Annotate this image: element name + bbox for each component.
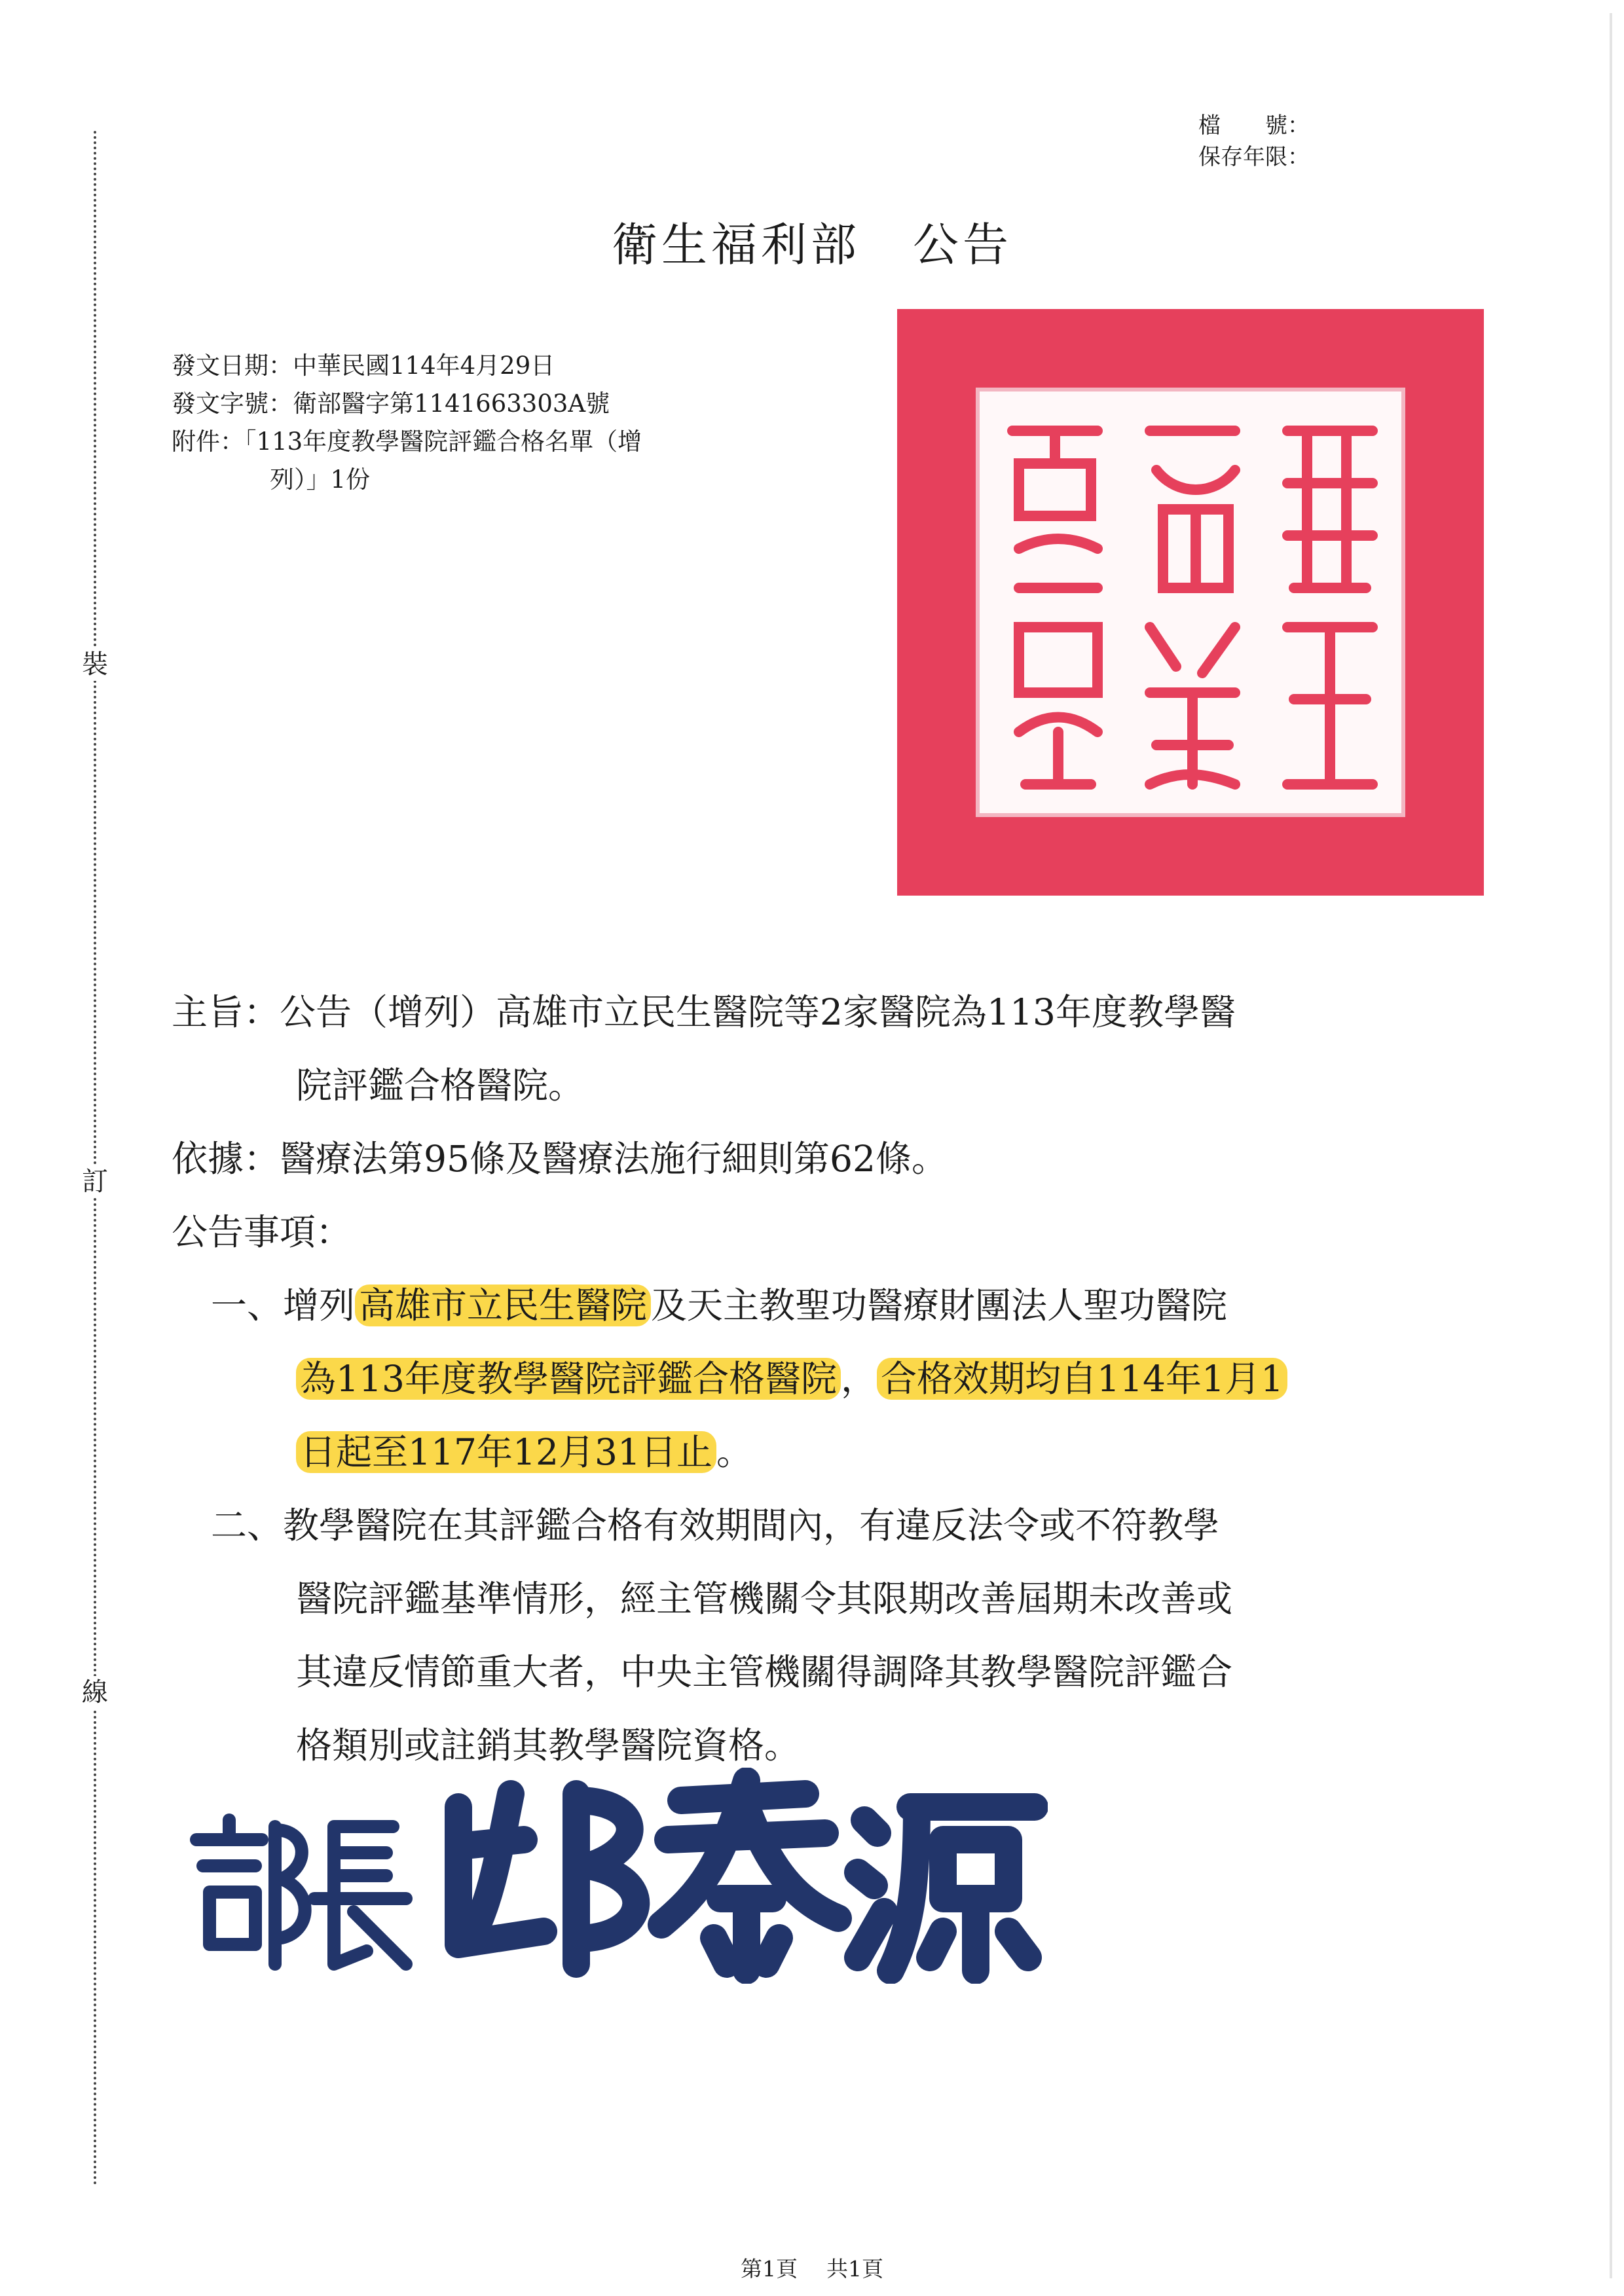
announcement-body — [172, 975, 1481, 1782]
highlight-validity-end: 日起至117年12月31日止 — [296, 1431, 716, 1473]
item-1-marker: 一、 — [211, 1285, 284, 1326]
item-1-line-2 — [172, 1342, 1481, 1415]
item-1-rest: 及天主教聖功醫療財團法人聖功醫院 — [651, 1285, 1228, 1326]
agency-name: 衛生福利部 — [612, 218, 860, 272]
item-1-comma: ， — [840, 1358, 877, 1400]
binding-char-bottom: 線 — [79, 1676, 111, 1709]
page-total: 共1頁 — [826, 2256, 883, 2282]
page-footer — [0, 2252, 1624, 2283]
signature-brush-glyphs — [183, 1768, 1048, 1984]
highlight-hospital-name: 高雄市立民生醫院 — [355, 1285, 651, 1326]
item-2-line-1 — [172, 1489, 1481, 1562]
document-number: 發文字號：衛部醫字第1141663303A號 — [172, 390, 610, 418]
item-1-lead: 增列 — [283, 1285, 356, 1326]
highlight-validity-start: 合格效期均自114年1月1 — [877, 1358, 1287, 1400]
seal-script-glyphs — [980, 392, 1401, 813]
items-heading: 公告事項： — [172, 1211, 352, 1253]
binding-line — [94, 131, 96, 2187]
attachment-line-continued: 列）」1份 — [270, 465, 371, 494]
seal-inner — [976, 388, 1405, 817]
file-meta — [1198, 110, 1310, 173]
document-meta — [172, 347, 642, 499]
item-2-text-1: 教學醫院在其評鑑合格有效期間內，有違反法令或不符教學 — [283, 1504, 1220, 1546]
attachment-line: 附件：「113年度教學醫院評鑑合格名單（增 — [172, 428, 642, 456]
binding-char-top: 裝 — [79, 648, 111, 681]
subject-line-1: 主旨：公告（增列）高雄市立民生醫院等2家醫院為113年度教學醫 — [172, 991, 1236, 1033]
doc-type: 公告 — [913, 218, 1012, 272]
file-number-label: 檔 號： — [1198, 113, 1310, 139]
subject-line-2: 院評鑑合格醫院。 — [296, 1065, 585, 1106]
issue-date: 發文日期：中華民國114年4月29日 — [172, 352, 555, 380]
binding-char-middle: 訂 — [79, 1165, 111, 1198]
item-2-marker: 二、 — [211, 1504, 284, 1546]
item-1-line-1 — [172, 1269, 1481, 1342]
item-1-line-3 — [172, 1415, 1481, 1489]
item-2-line-2: 醫院評鑑基準情形，經主管機關令其限期改善屆期未改善或 — [296, 1578, 1233, 1620]
item-2-line-4: 格類別或註銷其教學醫院資格。 — [296, 1724, 801, 1766]
page-edge — [1610, 13, 1612, 2278]
item-1-end: 。 — [716, 1431, 752, 1473]
page-title — [0, 208, 1624, 274]
retention-label: 保存年限： — [1198, 144, 1310, 170]
legal-basis: 依據：醫療法第95條及醫療法施行細則第62條。 — [172, 1138, 948, 1180]
highlight-accreditation: 為113年度教學醫院評鑑合格醫院 — [296, 1358, 841, 1400]
page-number: 第1頁 — [741, 2256, 798, 2282]
minister-signature — [183, 1768, 1048, 1984]
official-seal — [897, 309, 1484, 896]
item-2-line-3: 其違反情節重大者，中央主管機關得調降其教學醫院評鑑合 — [296, 1651, 1233, 1693]
